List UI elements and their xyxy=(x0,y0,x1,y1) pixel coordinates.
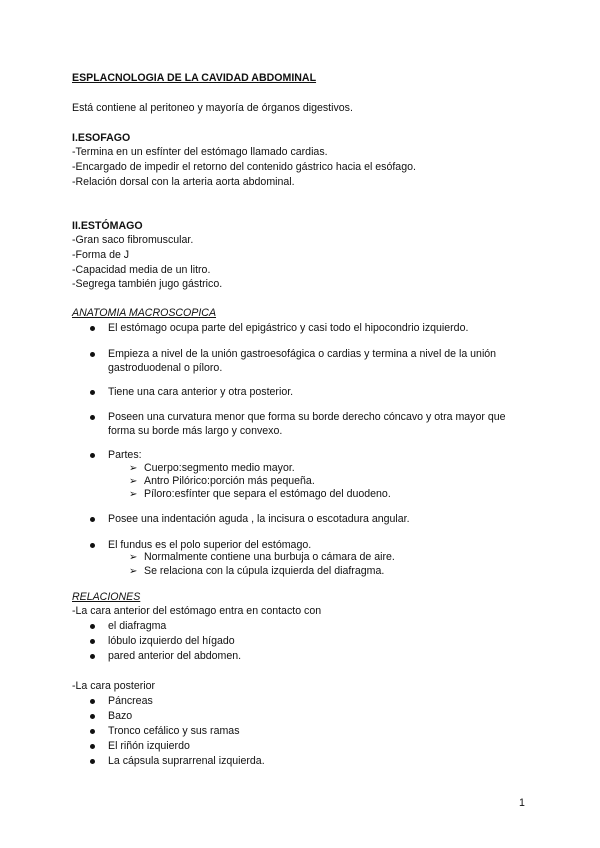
document-title: ESPLACNOLOGIA DE LA CAVIDAD ABDOMINAL xyxy=(72,72,317,84)
estomago-line: -Capacidad media de un litro. xyxy=(72,264,211,276)
subheading-relaciones: RELACIONES xyxy=(72,591,141,603)
esofago-line: -Termina en un esfínter del estómago llamado cardias. xyxy=(72,146,328,158)
estomago-line: -Segrega también jugo gástrico. xyxy=(72,278,223,290)
estomago-line: -Forma de J xyxy=(72,249,130,261)
esofago-line: -Encargado de impedir el retorno del contenido gástrico hacia el esófago. xyxy=(72,161,416,173)
list-item: Poseen una curvatura menor que forma su borde derecho cóncavo y otra mayor que xyxy=(108,411,506,423)
bullet-icon xyxy=(90,390,95,395)
bullet-icon xyxy=(90,744,95,749)
list-item: El riñón izquierdo xyxy=(108,740,190,752)
bullet-icon xyxy=(90,759,95,764)
list-item-continuation: forma su borde más largo y convexo. xyxy=(108,425,283,437)
bullet-icon xyxy=(90,654,95,659)
bullet-icon xyxy=(90,543,95,548)
sub-list-item: Cuerpo:segmento medio mayor. xyxy=(144,462,295,474)
arrow-bullet-icon: ➢ xyxy=(129,552,138,563)
arrow-bullet-icon: ➢ xyxy=(129,476,138,487)
bullet-icon xyxy=(90,729,95,734)
bullet-icon xyxy=(90,699,95,704)
section-heading-estomago: II.ESTÓMAGO xyxy=(72,220,143,232)
list-item: pared anterior del abdomen. xyxy=(108,650,242,662)
arrow-bullet-icon: ➢ xyxy=(129,566,138,577)
arrow-bullet-icon: ➢ xyxy=(129,489,138,500)
estomago-line: -Gran saco fibromuscular. xyxy=(72,234,194,246)
bullet-icon xyxy=(90,453,95,458)
relaciones-anterior-intro: -La cara anterior del estómago entra en contacto con xyxy=(72,605,322,617)
section-heading-esofago: I.ESOFAGO xyxy=(72,132,131,144)
sub-list-item: Normalmente contiene una burbuja o cámara de aire. xyxy=(144,551,395,563)
intro-text: Está contiene al peritoneo y mayoría de órganos digestivos. xyxy=(72,102,353,114)
list-item: Tronco cefálico y sus ramas xyxy=(108,725,240,737)
sub-list-item: Antro Pilórico:porción más pequeña. xyxy=(144,475,315,487)
list-item: Bazo xyxy=(108,710,133,722)
list-item: Empieza a nivel de la unión gastroesofágica o cardias y termina a nivel de la unión xyxy=(108,348,497,360)
list-item: Páncreas xyxy=(108,695,153,707)
relaciones-posterior-intro: -La cara posterior xyxy=(72,680,156,692)
list-item: Tiene una cara anterior y otra posterior. xyxy=(108,386,294,398)
arrow-bullet-icon: ➢ xyxy=(129,463,138,474)
bullet-icon xyxy=(90,352,95,357)
bullet-icon xyxy=(90,415,95,420)
bullet-icon xyxy=(90,624,95,629)
list-item: Partes: xyxy=(108,449,142,461)
bullet-icon xyxy=(90,517,95,522)
list-item: Posee una indentación aguda , la incisura o escotadura angular. xyxy=(108,513,410,525)
list-item: La cápsula suprarrenal izquierda. xyxy=(108,755,265,767)
bullet-icon xyxy=(90,714,95,719)
subheading-anatomia: ANATOMIA MACROSCOPICA xyxy=(72,307,217,319)
bullet-icon xyxy=(90,639,95,644)
page-number: 1 xyxy=(519,797,525,809)
list-item: el diafragma xyxy=(108,620,167,632)
esofago-line: -Relación dorsal con la arteria aorta abdominal. xyxy=(72,176,295,188)
list-item: El fundus es el polo superior del estómago. xyxy=(108,539,312,551)
sub-list-item: Se relaciona con la cúpula izquierda del diafragma. xyxy=(144,565,385,577)
sub-list-item: Píloro:esfínter que separa el estómago del duodeno. xyxy=(144,488,391,500)
list-item: lóbulo izquierdo del hígado xyxy=(108,635,235,647)
bullet-icon xyxy=(90,326,95,331)
list-item: El estómago ocupa parte del epigástrico y casi todo el hipocondrio izquierdo. xyxy=(108,322,469,334)
list-item-continuation: gastroduodenal o píloro. xyxy=(108,362,223,374)
